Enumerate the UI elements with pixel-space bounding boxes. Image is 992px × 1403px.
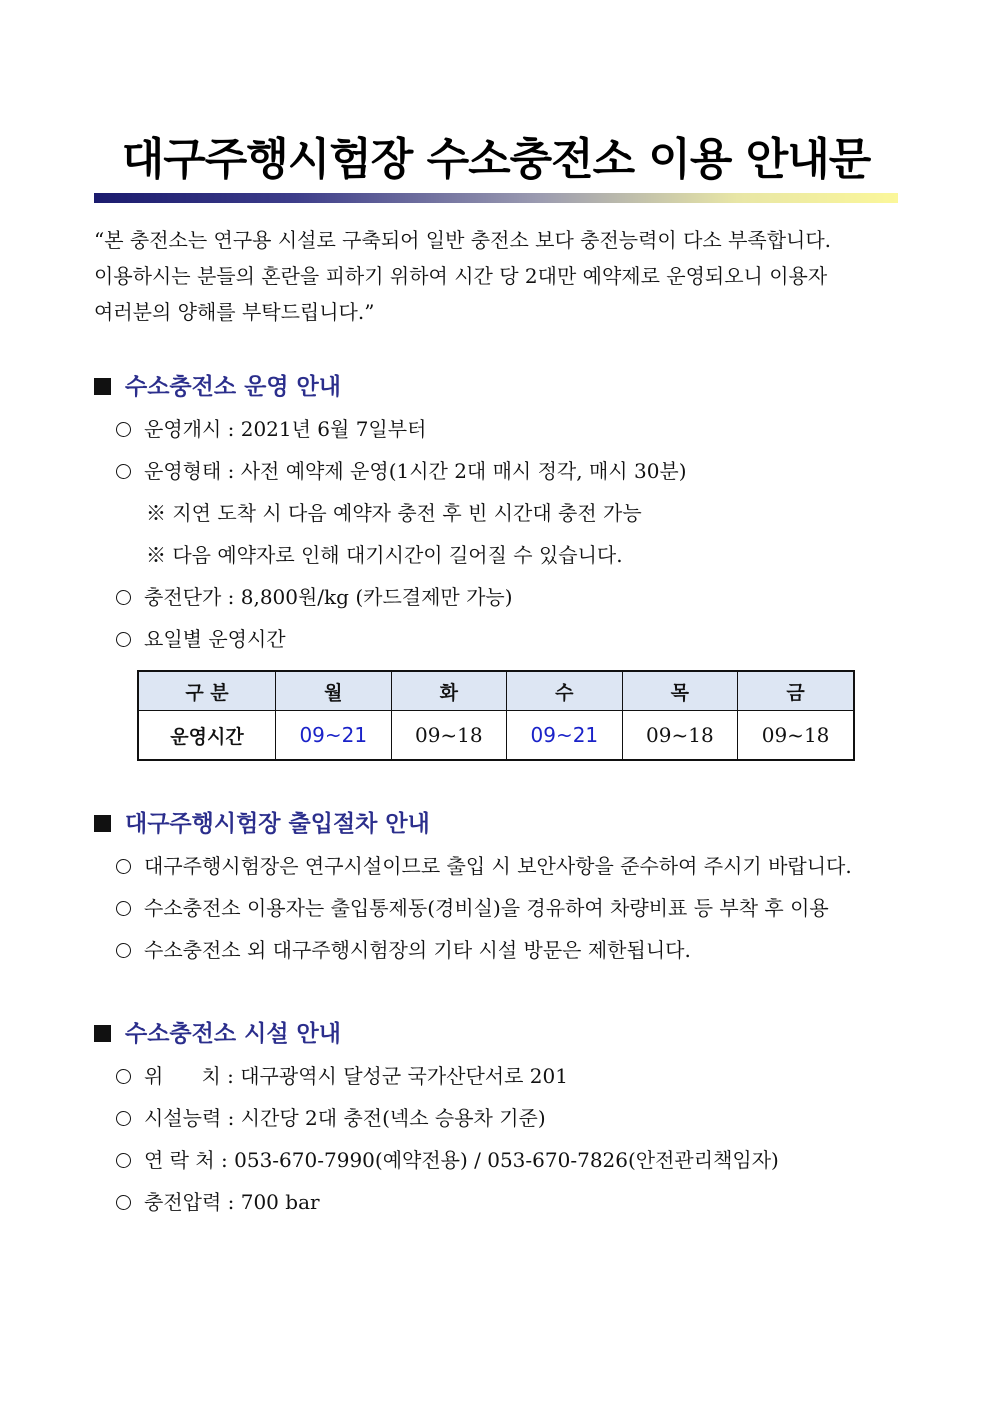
list-item xyxy=(116,893,829,923)
section-heading-facility xyxy=(94,1018,341,1050)
table-header-cell: 수 xyxy=(507,671,623,711)
list-item xyxy=(116,1061,568,1091)
circle-bullet-icon xyxy=(116,464,131,479)
table-header-cell: 목 xyxy=(622,671,738,711)
list-item-text: 시설능력 : 시간당 2대 충전(넥소 승용차 기준) xyxy=(144,1106,546,1130)
list-item xyxy=(116,1187,320,1217)
list-item xyxy=(116,851,852,881)
square-bullet-icon xyxy=(94,815,111,832)
operating-hours-table xyxy=(137,670,855,761)
circle-bullet-icon xyxy=(116,943,131,958)
circle-bullet-icon xyxy=(116,1111,131,1126)
table-row-label: 운영시간 xyxy=(138,711,276,761)
table-cell: 09~18 xyxy=(738,711,854,761)
circle-bullet-icon xyxy=(116,1195,131,1210)
circle-bullet-icon xyxy=(116,632,131,647)
list-item-text: 충전단가 : 8,800원/kg (카드결제만 가능) xyxy=(144,585,513,609)
table-cell: 09~18 xyxy=(391,711,507,761)
circle-bullet-icon xyxy=(116,859,131,874)
list-item-text: 대구주행시험장은 연구시설이므로 출입 시 보안사항을 준수하여 주시기 바랍니다. xyxy=(144,854,852,878)
table-cell: 09~21 xyxy=(507,711,623,761)
list-item xyxy=(116,1103,546,1133)
table-cell: 09~18 xyxy=(622,711,738,761)
circle-bullet-icon xyxy=(116,422,131,437)
table-row xyxy=(138,711,854,761)
intro-line: “본 충전소는 연구용 시설로 구축되어 일반 충전소 보다 충전능력이 다소 부족합니다. xyxy=(94,228,832,252)
list-item xyxy=(116,935,691,965)
circle-bullet-icon xyxy=(116,1069,131,1084)
list-item-text: 수소충전소 외 대구주행시험장의 기타 시설 방문은 제한됩니다. xyxy=(144,938,691,962)
table-header-cell: 월 xyxy=(276,671,392,711)
square-bullet-icon xyxy=(94,378,111,395)
table-header-cell: 구 분 xyxy=(138,671,276,711)
section-heading-text: 수소충전소 운영 안내 xyxy=(125,374,341,400)
section-heading-text: 대구주행시험장 출입절차 안내 xyxy=(125,811,430,837)
list-item-text: 연 락 처 : 053-670-7990(예약전용) / 053-670-7826(안전관리책임자) xyxy=(144,1148,779,1172)
list-item-text: 위 치 : 대구광역시 달성군 국가산단서로 201 xyxy=(144,1064,568,1088)
list-item-text: 수소충전소 이용자는 출입통제동(경비실)을 경유하여 차량비표 등 부착 후 이용 xyxy=(144,896,829,920)
list-item xyxy=(116,624,286,654)
list-item xyxy=(116,1145,779,1175)
table-header-cell: 화 xyxy=(391,671,507,711)
circle-bullet-icon xyxy=(116,901,131,916)
table-cell: 09~21 xyxy=(276,711,392,761)
note-item: ※ 다음 예약자로 인해 대기시간이 길어질 수 있습니다. xyxy=(146,543,623,567)
section-heading-operation xyxy=(94,371,341,403)
section-heading-entry xyxy=(94,808,430,840)
list-item xyxy=(116,456,687,486)
list-item-text: 운영형태 : 사전 예약제 운영(1시간 2대 매시 정각, 매시 30분) xyxy=(144,459,687,483)
note-item: ※ 지연 도착 시 다음 예약자 충전 후 빈 시간대 충전 가능 xyxy=(146,501,642,525)
title-underline-bar xyxy=(94,193,898,203)
list-item-text: 요일별 운영시간 xyxy=(144,627,286,651)
intro-paragraph xyxy=(94,222,898,330)
list-item-text: 충전압력 : 700 bar xyxy=(144,1190,320,1214)
section-heading-text: 수소충전소 시설 안내 xyxy=(125,1021,341,1047)
list-item xyxy=(116,414,426,444)
list-item xyxy=(116,582,513,612)
table-header-row xyxy=(138,671,854,711)
list-item-text: 운영개시 : 2021년 6월 7일부터 xyxy=(144,417,427,441)
table-header-cell: 금 xyxy=(738,671,854,711)
square-bullet-icon xyxy=(94,1025,111,1042)
intro-line: 이용하시는 분들의 혼란을 피하기 위하여 시간 당 2대만 예약제로 운영되오니 이용자 xyxy=(94,264,828,288)
intro-line: 여러분의 양해를 부탁드립니다.” xyxy=(94,300,375,324)
circle-bullet-icon xyxy=(116,1153,131,1168)
circle-bullet-icon xyxy=(116,590,131,605)
page-title: 대구주행시험장 수소충전소 이용 안내문 xyxy=(121,134,871,185)
